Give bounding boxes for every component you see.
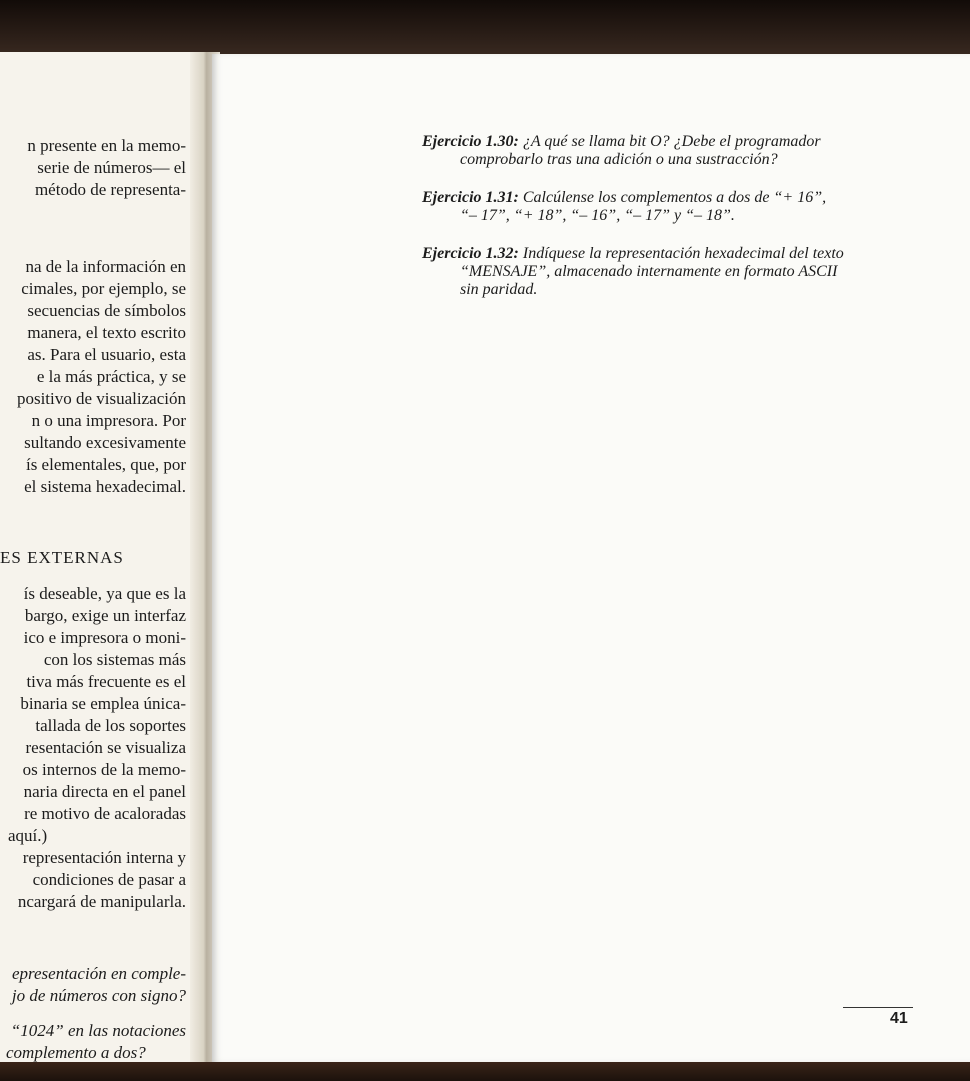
text-line: n o una impresora. Por [31, 411, 186, 430]
text-line: representación interna y [22, 848, 186, 867]
text-line: resentación se visualiza [25, 738, 186, 757]
exercise-text: sin paridad. [460, 281, 538, 298]
text-line: método de representa- [34, 180, 186, 199]
text-line: serie de números— el [37, 158, 186, 177]
text-line: positivo de visualización [16, 389, 186, 408]
exercise-1-31 [422, 189, 918, 225]
text-line: bargo, exige un interfaz [24, 606, 186, 625]
text-line: as. Para el usuario, esta [27, 345, 186, 364]
exercise-text: comprobarlo tras una adición o una sustracción? [460, 151, 778, 168]
exercise-label: Ejercicio 1.31: [422, 189, 519, 206]
exercise-text: “MENSAJE”, almacenado internamente en formato ASCII [460, 263, 838, 280]
exercise-label: Ejercicio 1.32: [422, 245, 519, 262]
text-line: naria directa en el panel [23, 782, 186, 801]
text-line: os internos de la memo- [22, 760, 186, 779]
text-line: “1024” en las notaciones [10, 1021, 186, 1040]
text-line: jo de números con signo? [11, 986, 186, 1005]
text-line: na de la información en [25, 257, 186, 276]
text-line: el sistema hexadecimal. [24, 477, 186, 496]
exercise-1-30 [422, 133, 918, 169]
text-line: re motivo de acaloradas [24, 804, 186, 823]
text-line: tiva más frecuente es el [26, 672, 186, 691]
page-number: 41 [890, 1010, 908, 1027]
section-heading: ES EXTERNAS [0, 548, 124, 567]
text-line: epresentación en comple- [11, 964, 186, 983]
text-line: cimales, por ejemplo, se [21, 279, 186, 298]
text-line: tallada de los soportes [35, 716, 186, 735]
exercise-text: “– 17”, “+ 18”, “– 16”, “– 17” y “– 18”. [460, 207, 735, 224]
text-line: e la más práctica, y se [36, 367, 186, 386]
book-edge-top [0, 0, 970, 58]
text-line: sultando excesivamente [24, 433, 186, 452]
text-line: ncargará de manipularla. [17, 892, 186, 911]
text-line: ico e impresora o moni- [23, 628, 186, 647]
text-line: ís deseable, ya que es la [23, 584, 186, 603]
exercise-label: Ejercicio 1.30: [422, 133, 519, 150]
text-line: n presente en la memo- [27, 136, 186, 155]
book-edge-bottom [0, 1062, 970, 1081]
footer-rule [843, 1007, 913, 1008]
text-line: con los sistemas más [43, 650, 186, 669]
exercise-text: Calcúlense los complementos a dos de “+ 16”, [522, 189, 827, 206]
text-line: secuencias de símbolos [27, 301, 186, 320]
text-line: manera, el texto escrito [27, 323, 186, 342]
left-page [0, 52, 206, 1062]
exercise-text: Indíquese la representación hexadecimal del texto [522, 245, 844, 262]
text-line: aquí.) [8, 826, 48, 845]
text-line: binaria se emplea única- [20, 694, 186, 713]
text-line: condiciones de pasar a [32, 870, 186, 889]
exercise-1-32 [422, 245, 918, 299]
text-line: ís elementales, que, por [25, 455, 186, 474]
exercise-text: ¿A qué se llama bit O? ¿Debe el programador [522, 133, 821, 150]
text-line: complemento a dos? [6, 1043, 146, 1062]
